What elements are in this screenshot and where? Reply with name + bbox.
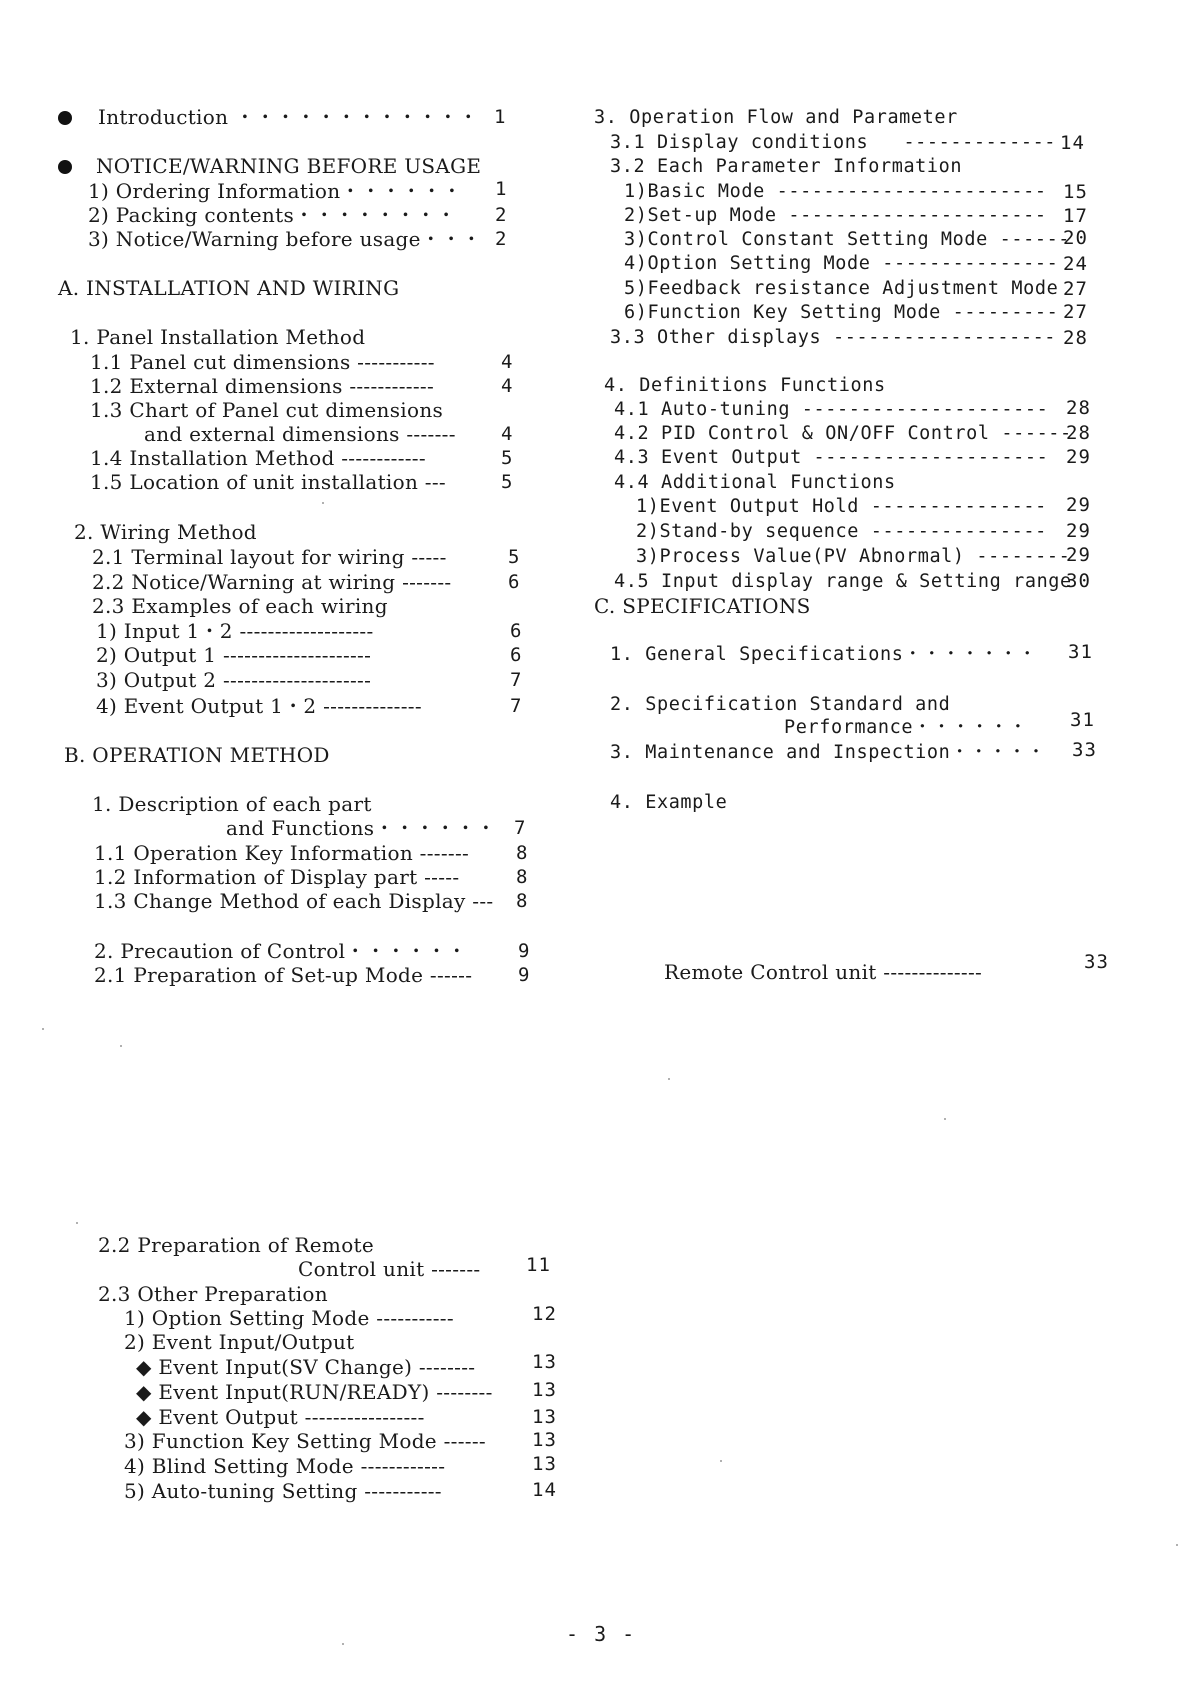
toc-heading-description: 1. Description of each part (92, 792, 372, 816)
page-number: 9 (518, 940, 531, 962)
page-number: 29 (1066, 544, 1091, 566)
page-number: 15 (1063, 181, 1088, 203)
scan-speck (42, 1028, 44, 1030)
toc-entry-introduction: Introduction ・・・・・・・・・・・・ (98, 105, 479, 129)
scan-speck (120, 1045, 122, 1047)
page-number: 6 (510, 644, 523, 666)
toc-heading-definitions: 4. Definitions Functions (604, 375, 886, 396)
scan-speck (720, 1460, 722, 1462)
toc-entry: Control unit ------- (298, 1257, 481, 1281)
toc-entry: 1.3 Change Method of each Display --- (94, 889, 494, 913)
toc-entry: 2.2 Notice/Warning at wiring ------- (92, 570, 452, 594)
section-heading-c: C. SPECIFICATIONS (594, 594, 811, 618)
toc-entry: 4)Option Setting Mode --------------- (624, 253, 1059, 274)
toc-entry: and Functions・・・・・・ (226, 816, 497, 840)
toc-entry: ◆ Event Input(RUN/READY) -------- (136, 1380, 493, 1404)
toc-entry: 4) Blind Setting Mode ------------ (124, 1454, 446, 1478)
toc-entry: 1.5 Location of unit installation --- (90, 470, 446, 494)
scan-speck (1176, 1544, 1178, 1546)
page-number: 31 (1070, 709, 1095, 731)
page-number: 12 (532, 1303, 557, 1325)
page-number: 6 (508, 571, 521, 593)
toc-entry: 2. Specification Standard and (610, 694, 951, 715)
toc-entry: 3.2 Each Parameter Information (610, 156, 963, 177)
toc-heading-wiring: 2. Wiring Method (74, 520, 257, 544)
toc-entry: 1) Ordering Information・・・・・・ (88, 179, 463, 203)
page-number: 8 (516, 866, 529, 888)
page-number: 29 (1066, 446, 1091, 468)
toc-entry: 1)Basic Mode ----------------------- (624, 181, 1047, 202)
bullet-icon (58, 160, 72, 174)
toc-entry: 4.3 Event Output -------------------- (614, 447, 1049, 468)
scan-speck (322, 502, 324, 504)
toc-entry: 4.2 PID Control & ON/OFF Control ------ (614, 423, 1072, 444)
page-number: 1 (495, 178, 508, 200)
toc-heading-notice: NOTICE/WARNING BEFORE USAGE (96, 154, 482, 178)
toc-entry: 1. General Specifications・・・・・・・ (610, 644, 1038, 665)
toc-entry: 5)Feedback resistance Adjustment Mode (624, 278, 1059, 299)
page-number: 13 (532, 1429, 557, 1451)
page-number: 5 (501, 471, 514, 493)
scan-speck (944, 1118, 946, 1120)
toc-entry: 1.3 Chart of Panel cut dimensions (90, 398, 444, 422)
toc-entry: 4.1 Auto-tuning --------------------- (614, 399, 1049, 420)
page-number: 7 (510, 695, 523, 717)
toc-entry: 3) Function Key Setting Mode ------ (124, 1429, 486, 1453)
toc-entry: 2) Event Input/Output (124, 1330, 355, 1354)
toc-heading-other: 2.3 Other Preparation (98, 1282, 328, 1306)
toc-entry: 2. Precaution of Control・・・・・・ (94, 939, 468, 963)
toc-entry: 1)Event Output Hold --------------- (636, 496, 1047, 517)
toc-entry: 2)Set-up Mode ---------------------- (624, 205, 1047, 226)
page-number: 24 (1063, 253, 1088, 275)
page-number: 11 (526, 1254, 551, 1276)
page-number: 1 (494, 106, 507, 128)
toc-entry: 5) Auto-tuning Setting ----------- (124, 1479, 442, 1503)
section-heading-b: B. OPERATION METHOD (64, 743, 330, 767)
toc-entry: 1) Option Setting Mode ----------- (124, 1306, 454, 1330)
toc-entry: 1.2 External dimensions ------------ (90, 374, 435, 398)
page-number: 4 (501, 423, 514, 445)
page-number: 20 (1063, 227, 1088, 249)
page-number: 17 (1063, 205, 1088, 227)
toc-entry: 3. Maintenance and Inspection・・・・・ (610, 742, 1046, 763)
page-number: 28 (1066, 397, 1091, 419)
scan-speck (342, 1643, 344, 1645)
toc-entry: 2)Stand-by sequence --------------- (636, 521, 1047, 542)
page-footer-number: - 3 - (566, 1622, 637, 1646)
page-number: 13 (532, 1379, 557, 1401)
toc-entry: and external dimensions ------- (144, 422, 456, 446)
toc-entry: 1) Input 1・2 ------------------- (96, 619, 374, 643)
toc-entry: 4.5 Input display range & Setting range (614, 571, 1072, 592)
toc-entry: ◆ Event Output ----------------- (136, 1405, 425, 1429)
toc-entry-remote-control-unit: Remote Control unit -------------- (664, 960, 983, 984)
page-number: 33 (1084, 951, 1109, 973)
page-number: 13 (532, 1406, 557, 1428)
page-number: 28 (1066, 422, 1091, 444)
page-number: 13 (532, 1453, 557, 1475)
toc-heading-panel: 1. Panel Installation Method (70, 325, 366, 349)
toc-entry: 2.1 Terminal layout for wiring ----- (92, 545, 447, 569)
page-number: 7 (510, 669, 523, 691)
page-number: 6 (510, 620, 523, 642)
page-number: 13 (532, 1351, 557, 1373)
page-number: 7 (514, 817, 527, 839)
page-number: 33 (1072, 739, 1097, 761)
page-number: 29 (1066, 520, 1091, 542)
toc-entry: ◆ Event Input(SV Change) -------- (136, 1355, 476, 1379)
toc-entry: 6)Function Key Setting Mode --------- (624, 302, 1059, 323)
page-number: 14 (532, 1479, 557, 1501)
scan-speck (668, 1078, 670, 1080)
toc-entry: 3.1 Display conditions ------------- (610, 132, 1057, 153)
page-number: 29 (1066, 494, 1091, 516)
page-number: 2 (495, 228, 508, 250)
page-number: 30 (1066, 570, 1091, 592)
toc-entry: 2) Packing contents・・・・・・・・ (88, 203, 457, 227)
toc-entry: 3)Process Value(PV Abnormal) -------- (636, 546, 1071, 567)
toc-heading-remote: 2.2 Preparation of Remote (98, 1233, 375, 1257)
page-number: 4 (501, 375, 514, 397)
page-number: 4 (501, 351, 514, 373)
page-number: 27 (1063, 278, 1088, 300)
toc-entry: 3) Notice/Warning before usage・・・ (88, 227, 482, 251)
page-number: 8 (516, 842, 529, 864)
toc-entry: 1.1 Panel cut dimensions ----------- (90, 350, 435, 374)
toc-entry: 3) Output 2 --------------------- (96, 668, 372, 692)
toc-entry: 1.2 Information of Display part ----- (94, 865, 460, 889)
toc-entry: 3.3 Other displays ------------------- (610, 327, 1057, 348)
page-number: 14 (1060, 132, 1085, 154)
toc-entry: 1.1 Operation Key Information ------- (94, 841, 470, 865)
toc-entry: 4. Example (610, 792, 728, 813)
page-number: 31 (1068, 641, 1093, 663)
toc-entry: 1.4 Installation Method ------------ (90, 446, 426, 470)
toc-entry: 2) Output 1 --------------------- (96, 643, 372, 667)
page-number: 5 (508, 546, 521, 568)
toc-entry: 4) Event Output 1・2 -------------- (96, 694, 422, 718)
section-heading-a: A. INSTALLATION AND WIRING (58, 276, 400, 300)
toc-heading-operation-flow: 3. Operation Flow and Parameter (594, 107, 958, 128)
page-number: 28 (1063, 327, 1088, 349)
page-number: 8 (516, 890, 529, 912)
scan-speck (76, 1222, 78, 1224)
toc-entry: 4.4 Additional Functions (614, 472, 896, 493)
toc-entry: 3)Control Constant Setting Mode ------ (624, 229, 1071, 250)
page-number: 27 (1063, 301, 1088, 323)
toc-entry: 2.1 Preparation of Set-up Mode ------ (94, 963, 473, 987)
toc-entry: 2.3 Examples of each wiring (92, 594, 388, 618)
page-number: 5 (501, 447, 514, 469)
page-number: 2 (495, 204, 508, 226)
bullet-icon (58, 111, 72, 125)
toc-entry: Performance・・・・・・ (784, 717, 1028, 738)
page-number: 9 (518, 964, 531, 986)
